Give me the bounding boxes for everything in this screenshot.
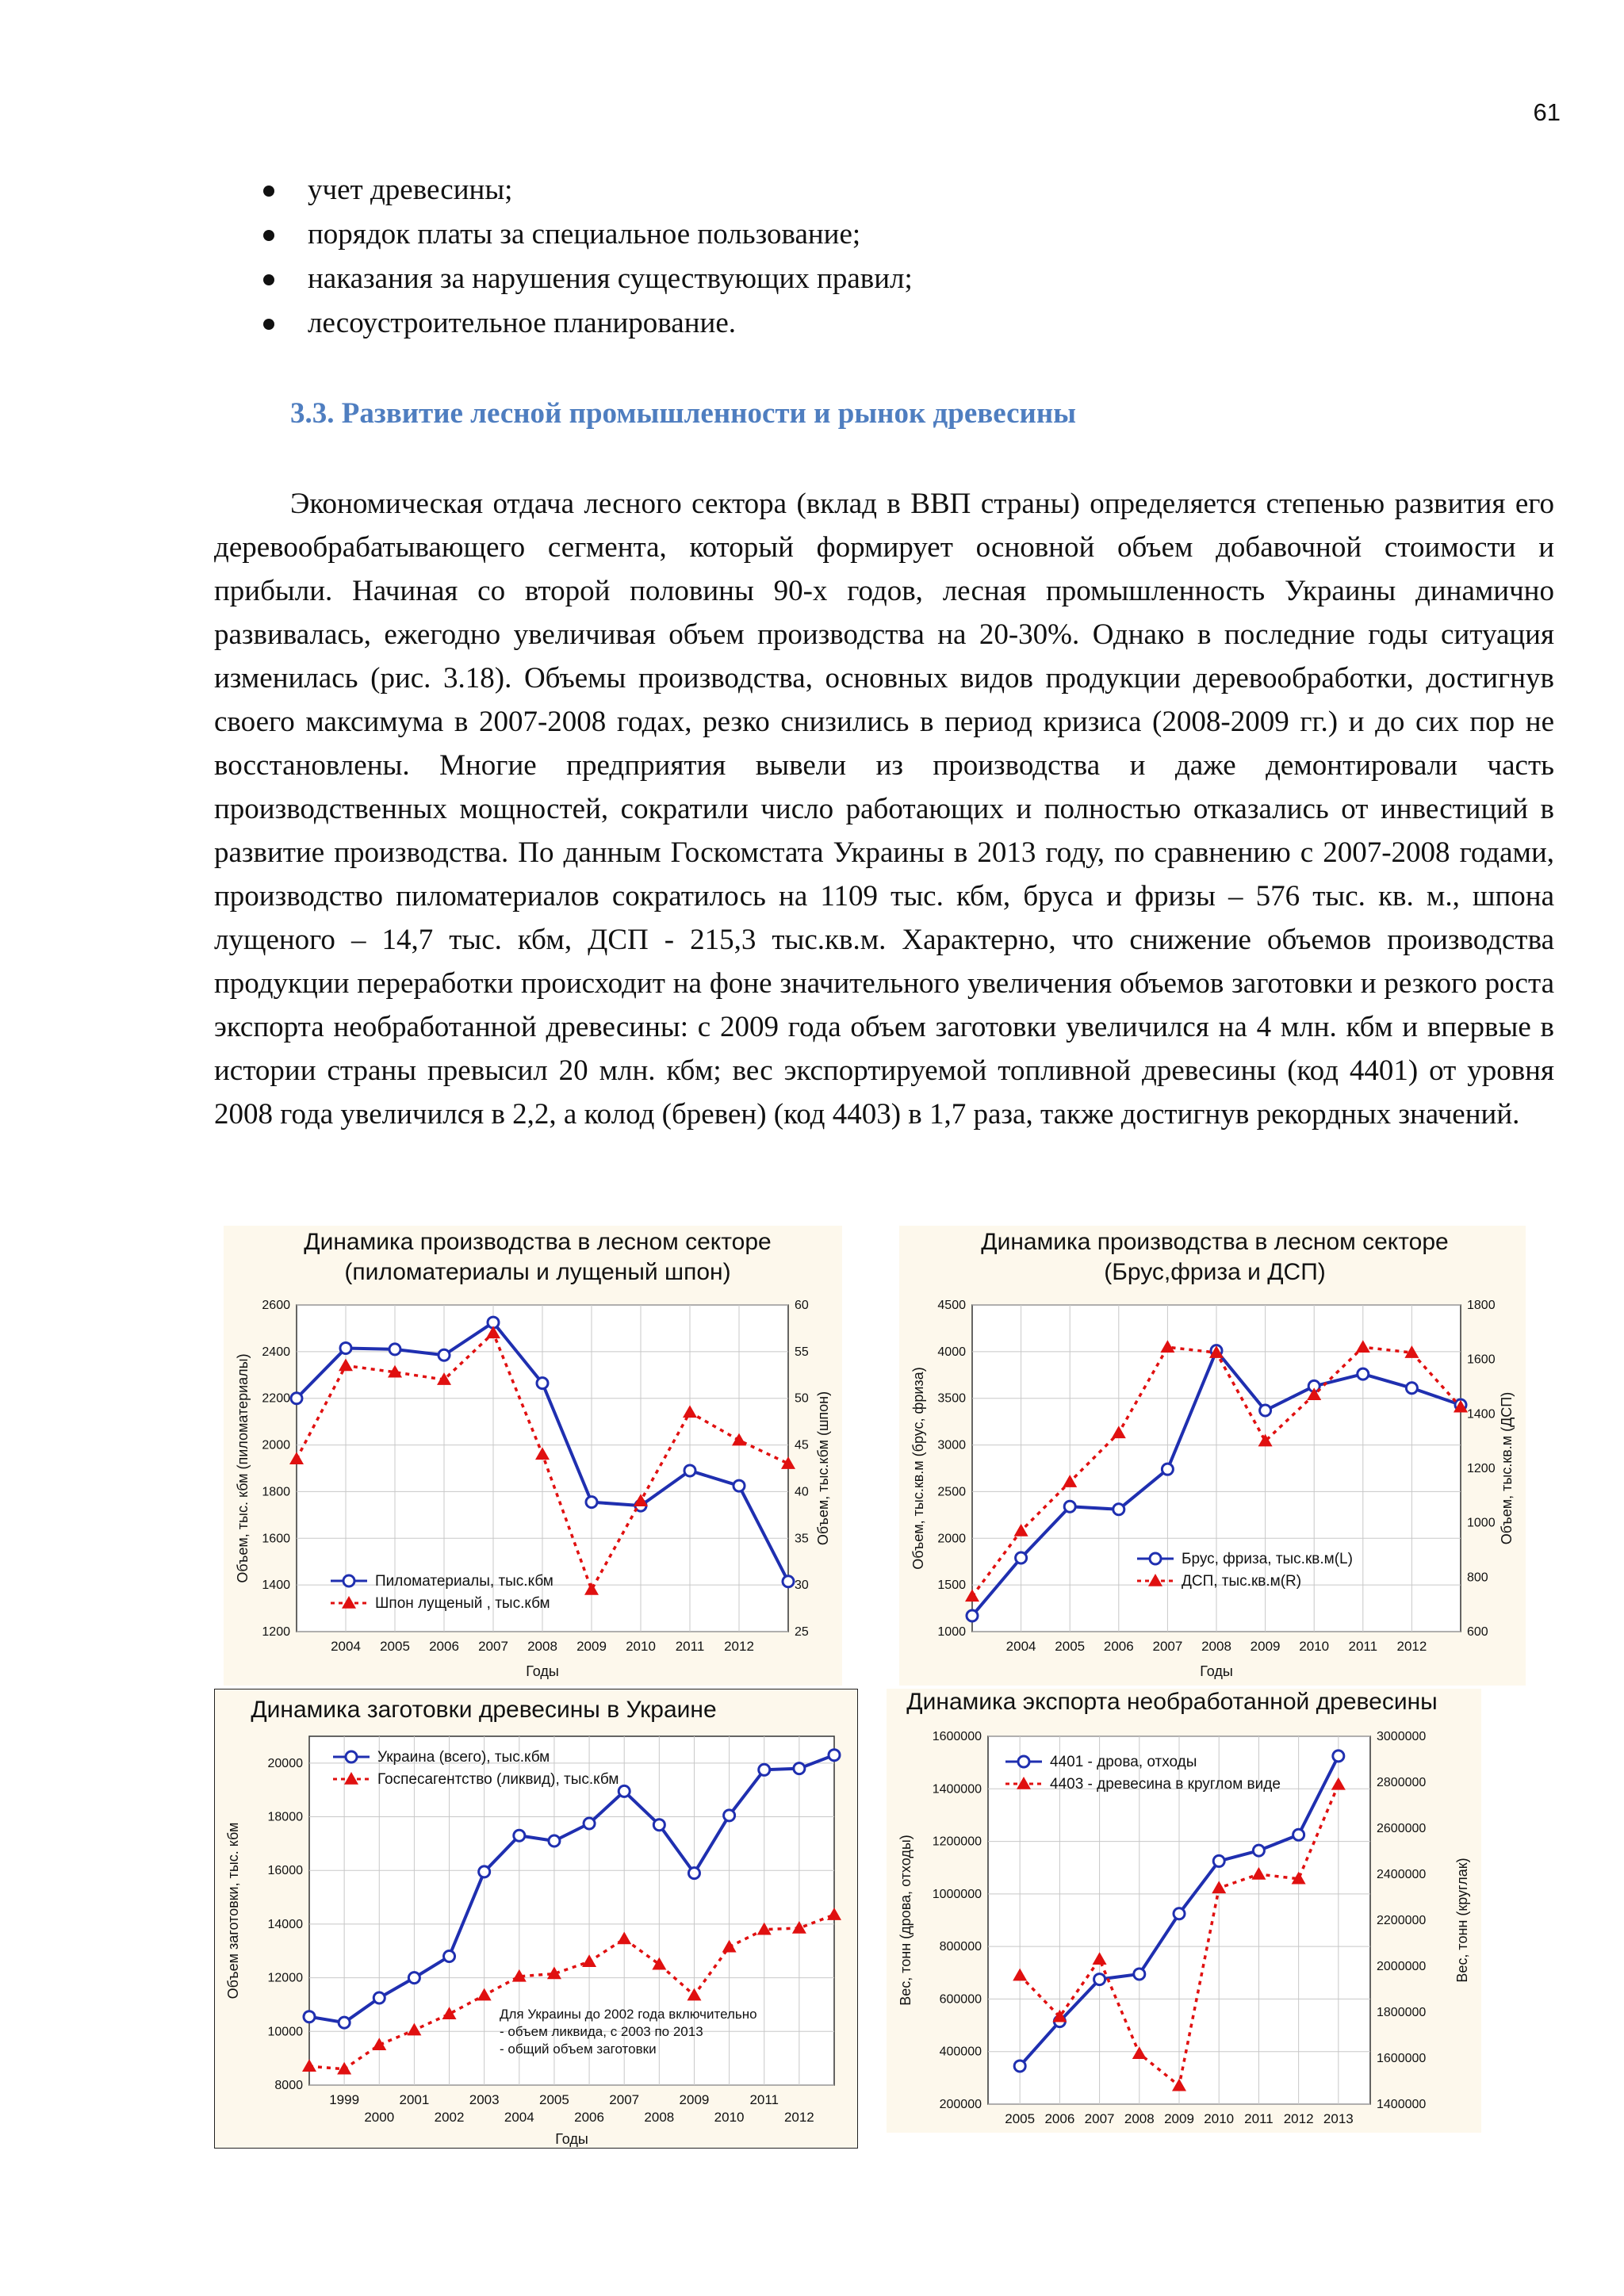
data-point	[829, 1750, 840, 1761]
y-axis-label: Объем, тыс. кбм (пиломатериалы)	[235, 1353, 251, 1583]
data-point	[479, 1866, 490, 1877]
list-item	[263, 168, 913, 212]
y2-tick-label: 1200	[1467, 1462, 1496, 1475]
list-item	[263, 301, 913, 346]
legend-marker-icon	[1018, 1756, 1029, 1767]
x-tick-label: 2008	[527, 1639, 557, 1654]
x-tick-label: 2009	[576, 1639, 607, 1654]
data-point	[1406, 1383, 1417, 1394]
legend-marker-icon	[346, 1751, 357, 1762]
y2-tick-label: 35	[795, 1532, 809, 1546]
y-axis-label: Объем, тыс.кв.м (брус, фриза)	[910, 1367, 926, 1570]
data-point	[1333, 1751, 1344, 1762]
y2-tick-label: 2400000	[1377, 1868, 1427, 1881]
x-tick-label: 2006	[429, 1639, 459, 1654]
bullet-list	[263, 168, 913, 346]
y-tick-label: 14000	[267, 1917, 303, 1931]
data-point	[340, 1342, 351, 1353]
y-tick-label: 8000	[274, 2079, 303, 2092]
list-item	[263, 257, 913, 301]
y2-tick-label: 1800	[1467, 1299, 1496, 1312]
data-point	[304, 2011, 315, 2022]
data-point	[439, 1349, 450, 1360]
bullet-icon	[263, 274, 274, 285]
bullet-icon	[263, 319, 274, 330]
x-axis-label: Годы	[1200, 1663, 1233, 1679]
y-tick-label: 2500	[937, 1485, 966, 1499]
chart-production-timber	[899, 1226, 1526, 1686]
x-tick-label: 2012	[724, 1639, 754, 1654]
y2-tick-label: 40	[795, 1485, 809, 1499]
x-tick-label: 2007	[1084, 2111, 1115, 2126]
y2-axis-label: Вес, тонн (круглак)	[1454, 1858, 1470, 1983]
y2-axis-label: Объем, тыс.кбм (шпон)	[815, 1391, 831, 1546]
y-axis-label: Вес, тонн (дрова, отходы)	[898, 1835, 914, 2006]
x-tick-label: 2013	[1323, 2111, 1354, 2126]
y-tick-label: 12000	[267, 1971, 303, 1985]
y2-tick-label: 800	[1467, 1571, 1488, 1585]
y2-tick-label: 55	[795, 1345, 809, 1359]
data-point	[1094, 1974, 1105, 1985]
y2-tick-label: 1400	[1467, 1407, 1496, 1422]
y-tick-label: 1400000	[932, 1782, 982, 1797]
x-tick-label: 2003	[469, 2092, 500, 2107]
data-point	[1064, 1501, 1075, 1512]
y-tick-label: 16000	[267, 1864, 303, 1878]
chart-harvesting-svg	[214, 1689, 858, 2149]
data-point	[1162, 1464, 1173, 1475]
x-tick-label: 2000	[364, 2110, 395, 2125]
y2-tick-label: 1600	[1467, 1353, 1496, 1367]
y-tick-label: 1200	[262, 1625, 290, 1639]
legend-label: ДСП, тыс.кв.м(R)	[1182, 1573, 1302, 1590]
legend-label: Пиломатериалы, тыс.кбм	[375, 1573, 553, 1590]
data-point	[653, 1820, 665, 1831]
y2-tick-label: 1400000	[1377, 2098, 1427, 2111]
data-point	[339, 2017, 350, 2028]
chart-title: Динамика производства в лесном секторе	[304, 1229, 772, 1255]
y-tick-label: 1800	[262, 1485, 290, 1499]
chart-production-lumber-svg	[224, 1226, 842, 1686]
data-point	[1113, 1504, 1124, 1515]
x-tick-label: 2009	[1250, 1639, 1281, 1654]
x-tick-label: 2004	[504, 2110, 534, 2125]
y2-tick-label: 45	[795, 1438, 809, 1452]
data-point	[1253, 1845, 1264, 1856]
x-tick-label: 2012	[1283, 2111, 1314, 2126]
x-axis-label: Годы	[555, 2131, 588, 2147]
y2-tick-label: 25	[795, 1625, 809, 1639]
y-tick-label: 2000	[262, 1438, 290, 1452]
legend-marker-icon	[343, 1575, 354, 1586]
x-tick-label: 2005	[380, 1639, 410, 1654]
data-point	[584, 1818, 595, 1829]
y-tick-label: 2000	[937, 1532, 966, 1546]
chart-annotation: Для Украины до 2002 года включительно	[500, 2007, 757, 2022]
y-tick-label: 1400	[262, 1578, 290, 1593]
data-point	[684, 1465, 695, 1476]
x-tick-label: 2011	[749, 2092, 779, 2107]
x-tick-label: 2008	[1124, 2111, 1155, 2126]
body-paragraph: Экономическая отдача лесного сектора (вклад в ВВП страны) определяется степенью развития его деревообрабатывающего сегмента, который формирует основной объем добавочной стоимости и прибыли. Начиная со второй половины 90-х годов, лесная промышленность Украины динамично развивалась, ежегодно увеличивая объем производства на 20-30%. Однако в последние годы ситуация изменилась (рис. 3.18). Объемы производства, основных видов продукции деревообработки, достигнув своего максимума в 2007-2008 годах, резко снизились в период кризиса (2008-2009 гг.) и до сих пор не восстановлены. Многие предприятия вывели из производства и даже демонтировали часть производственных мощностей, сократили число работающих и полностью отказались от инвестиций в развитие производства. По данным Госкомстата Украины в 2013 году, по сравнению с 2007-2008 годами, производство пиломатериалов сократилось на 1109 тыс. кбм, бруса и фризы – 576 тыс. кв. м., шпона лущеного – 14,7 тыс. кбм, ДСП - 215,3 тыс.кв.м. Характерно, что снижение объемов производства продукции переработки происходит на фоне значительного увеличения объемов заготовки и резкого роста экспорта необработанной древесины: с 2009 года объем заготовки увеличился на 4 млн. кбм и впервые в истории страны превысил 20 млн. кбм; вес экспортируемой топливной древесины (код 4401) от уровня 2008 года увеличился в 2,2, а колод (бревен) (код 4403) в 1,7 раза, также достигнув рекордных значений.	[214, 488, 1554, 1131]
y2-tick-label: 1800000	[1377, 2006, 1427, 2019]
y-tick-label: 2200	[262, 1391, 290, 1406]
x-tick-label: 2006	[1103, 1639, 1134, 1654]
x-tick-label: 1999	[329, 2092, 360, 2107]
x-tick-label: 2007	[1152, 1639, 1183, 1654]
y2-tick-label: 600	[1467, 1625, 1488, 1639]
list-item-text: порядок платы за специальное пользование;	[308, 218, 861, 251]
data-point	[688, 1868, 699, 1879]
y-tick-label: 2400	[262, 1345, 290, 1359]
data-point	[733, 1480, 745, 1491]
y2-tick-label: 30	[795, 1578, 809, 1593]
chart-harvesting	[214, 1689, 858, 2149]
y-axis-label: Объем заготовки, тыс. кбм	[225, 1822, 241, 1999]
legend-marker-icon	[1150, 1553, 1161, 1564]
y-tick-label: 1200000	[932, 1835, 982, 1849]
x-axis-label: Годы	[526, 1663, 559, 1679]
x-tick-label: 2005	[1055, 1639, 1086, 1654]
data-point	[967, 1610, 978, 1621]
data-point	[1174, 1908, 1185, 1919]
x-tick-label: 2004	[1005, 1639, 1036, 1654]
y2-tick-label: 2800000	[1377, 1776, 1427, 1789]
list-item-text: учет древесины;	[308, 174, 513, 206]
x-tick-label: 2010	[626, 1639, 656, 1654]
data-point	[759, 1764, 770, 1775]
data-point	[794, 1763, 805, 1774]
x-tick-label: 2001	[399, 2092, 430, 2107]
data-point	[291, 1393, 302, 1404]
x-tick-label: 2008	[1201, 1639, 1231, 1654]
y2-tick-label: 3000000	[1377, 1730, 1427, 1743]
data-point	[549, 1835, 560, 1846]
y-tick-label: 600000	[939, 1992, 982, 2007]
data-point	[408, 1973, 419, 1984]
section-heading: 3.3. Развитие лесной промышленности и рынок древесины	[290, 397, 1077, 430]
y-tick-label: 800000	[939, 1940, 982, 1954]
y2-axis-label: Объем, тыс.кв.м (ДСП)	[1499, 1391, 1515, 1545]
data-point	[444, 1951, 455, 1962]
data-point	[1358, 1368, 1369, 1380]
chart-title: Динамика экспорта необработанной древесины	[906, 1689, 1438, 1715]
x-tick-label: 2007	[609, 2092, 640, 2107]
x-tick-label: 2011	[1244, 2111, 1274, 2126]
data-point	[586, 1497, 597, 1508]
x-tick-label: 2006	[1044, 2111, 1075, 2126]
x-tick-label: 2012	[783, 2110, 814, 2125]
y-tick-label: 1500	[937, 1578, 966, 1593]
legend-label: Брус, фриза, тыс.кв.м(L)	[1182, 1551, 1353, 1567]
data-point	[619, 1785, 630, 1797]
y2-tick-label: 60	[795, 1299, 809, 1312]
data-point	[1260, 1405, 1271, 1416]
data-point	[389, 1344, 400, 1355]
bullet-icon	[263, 230, 274, 241]
y2-tick-label: 2000000	[1377, 1960, 1427, 1973]
x-tick-label: 2005	[1005, 2111, 1036, 2126]
x-tick-label: 2011	[675, 1639, 705, 1654]
x-tick-label: 2008	[644, 2110, 675, 2125]
x-tick-label: 2004	[331, 1639, 361, 1654]
data-point	[724, 1810, 735, 1821]
data-point	[373, 1992, 385, 2003]
x-tick-label: 2009	[1164, 2111, 1194, 2126]
legend-label: Госпесагентство (ликвид), тыс.кбм	[377, 1771, 619, 1788]
data-point	[1016, 1552, 1027, 1563]
y-tick-label: 200000	[939, 2098, 982, 2111]
x-tick-label: 2010	[714, 2110, 745, 2125]
chart-annotation: - объем ликвида, с 2003 по 2013	[500, 2024, 703, 2039]
y-tick-label: 1000	[937, 1625, 966, 1639]
y-tick-label: 1600	[262, 1532, 290, 1546]
y2-tick-label: 2200000	[1377, 1914, 1427, 1927]
x-tick-label: 2010	[1204, 2111, 1235, 2126]
y2-tick-label: 2600000	[1377, 1822, 1427, 1835]
data-point	[537, 1378, 548, 1389]
y2-tick-label: 1000	[1467, 1516, 1496, 1530]
chart-title: Динамика заготовки древесины в Украине	[251, 1697, 717, 1723]
chart-title: (пиломатериалы и лущеный шпон)	[344, 1259, 731, 1285]
y-tick-label: 10000	[267, 2025, 303, 2039]
y2-tick-label: 1600000	[1377, 2052, 1427, 2065]
list-item-text: лесоустроительное планирование.	[308, 307, 736, 339]
x-tick-label: 2005	[539, 2092, 569, 2107]
x-tick-label: 2006	[574, 2110, 604, 2125]
list-item	[263, 212, 913, 257]
y-tick-label: 20000	[267, 1756, 303, 1770]
chart-title: (Брус,фриза и ДСП)	[1104, 1259, 1326, 1285]
chart-production-lumber	[224, 1226, 842, 1686]
legend-label: 4401 - дрова, отходы	[1050, 1754, 1197, 1770]
x-tick-label: 2002	[434, 2110, 465, 2125]
x-tick-label: 2007	[478, 1639, 508, 1654]
y-tick-label: 3000	[937, 1438, 966, 1452]
data-point	[1293, 1829, 1304, 1840]
x-tick-label: 2012	[1396, 1639, 1427, 1654]
legend-label: 4403 - древесина в круглом виде	[1050, 1776, 1281, 1793]
y2-tick-label: 50	[795, 1391, 809, 1406]
data-point	[514, 1830, 525, 1841]
legend-label: Шпон лущеный , тыс.кбм	[375, 1595, 550, 1612]
data-point	[1213, 1855, 1224, 1866]
y-tick-label: 18000	[267, 1810, 303, 1824]
y-tick-label: 2600	[262, 1299, 290, 1312]
y-tick-label: 1600000	[932, 1730, 982, 1743]
data-point	[1134, 1969, 1145, 1980]
y-tick-label: 4000	[937, 1345, 966, 1359]
x-tick-label: 2011	[1348, 1639, 1378, 1654]
bullet-icon	[263, 186, 274, 197]
y-tick-label: 4500	[937, 1299, 966, 1312]
page-number: 61	[1533, 98, 1561, 126]
y-tick-label: 3500	[937, 1391, 966, 1406]
chart-annotation: - общий объем заготовки	[500, 2042, 657, 2057]
chart-production-timber-svg	[899, 1226, 1526, 1686]
chart-title: Динамика производства в лесном секторе	[981, 1229, 1449, 1255]
chart-export-svg	[887, 1689, 1481, 2133]
x-tick-label: 2009	[679, 2092, 710, 2107]
legend-label: Украина (всего), тыс.кбм	[377, 1749, 550, 1766]
chart-export	[887, 1689, 1481, 2133]
data-point	[783, 1576, 794, 1587]
data-point	[1014, 2061, 1025, 2072]
x-tick-label: 2010	[1299, 1639, 1330, 1654]
list-item-text: наказания за нарушения существующих правил;	[308, 262, 913, 295]
y-tick-label: 400000	[939, 2045, 982, 2059]
y-tick-label: 1000000	[932, 1887, 982, 1901]
